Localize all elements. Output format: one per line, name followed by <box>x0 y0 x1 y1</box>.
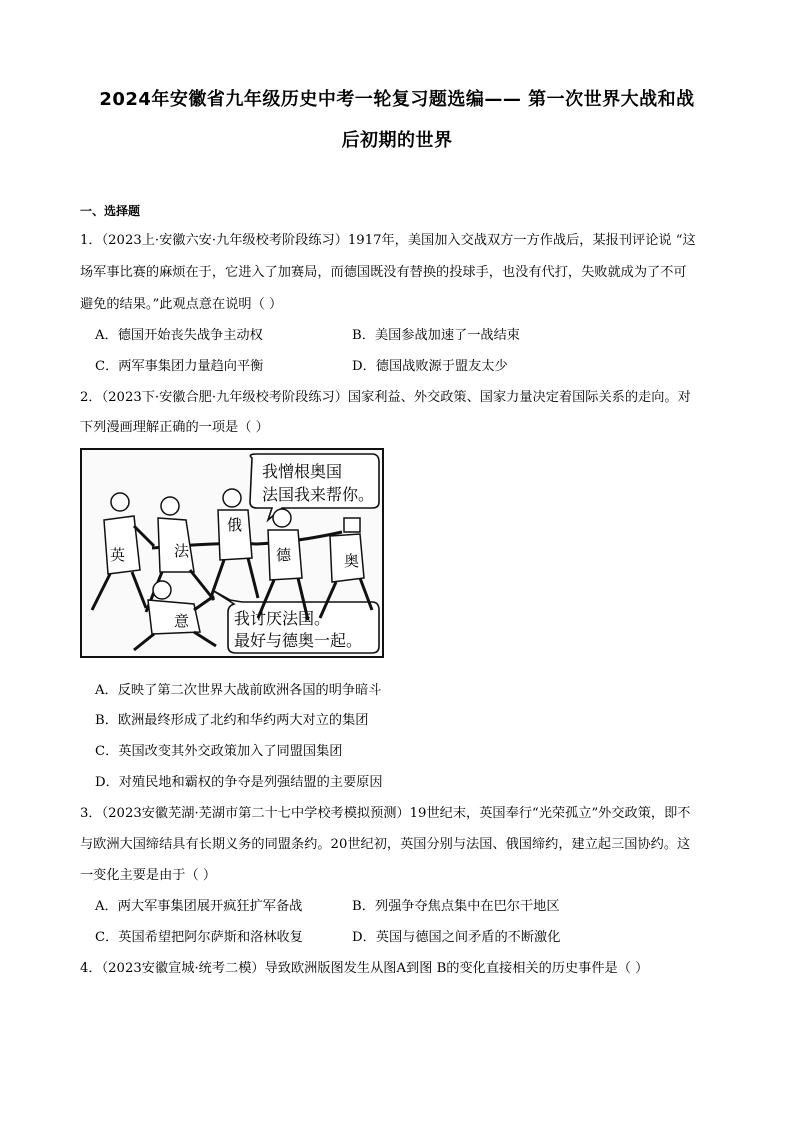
political-cartoon <box>80 448 384 658</box>
label-britain: 英 <box>110 546 126 564</box>
q2-option-b[interactable]: B．欧洲最终形成了北约和华约两大对立的集团 <box>95 713 369 728</box>
label-russia: 俄 <box>227 516 243 534</box>
label-austria: 奥 <box>344 552 360 570</box>
document-title-line-1: 2024年安徽省九年级历史中考一轮复习题选编—— 第一次世界大战和战 <box>99 89 695 110</box>
q2-option-c[interactable]: C．英国改变其外交政策加入了同盟国集团 <box>95 744 343 759</box>
bubble-top-text-2: 法国我来帮你。 <box>262 485 375 504</box>
q1-option-a[interactable]: A．德国开始丧失战争主动权 <box>95 328 263 343</box>
q2-option-d[interactable]: D．对殖民地和霸权的争夺是列强结盟的主要原因 <box>95 775 383 790</box>
bubble-bottom-text-2: 最好与德奥一起。 <box>234 631 363 650</box>
q3-option-d[interactable]: D．英国与德国之间矛盾的不断激化 <box>352 930 561 945</box>
q1-text-line-3: 避免的结果。”此观点意在说明（ ） <box>80 297 283 312</box>
bubble-top-text-1: 我憎根奥国 <box>262 462 343 481</box>
q4-text-line-1: 4．（2023安徽宣城·统考二模）导致欧洲版图发生从图A到图 B的变化直接相关的历史事件是（ ） <box>80 961 649 976</box>
q2-text-line-1: 2．（2023下·安徽合肥·九年级校考阶段练习）国家利益、外交政策、国家力量决定着国际关系的走向。对 <box>80 390 691 405</box>
q3-option-a[interactable]: A．两大军事集团展开疯狂扩军备战 <box>95 899 303 914</box>
q1-option-d[interactable]: D．德国战败源于盟友太少 <box>352 359 508 374</box>
q3-text-line-1: 3．（2023安徽芜湖·芜湖市第二十七中学校考模拟预测）19世纪末，英国奉行“光荣孤立”外交政策，即不 <box>80 806 691 821</box>
label-france: 法 <box>174 542 190 560</box>
label-italy: 意 <box>174 612 190 630</box>
q3-text-line-2: 与欧洲大国缔结具有长期义务的同盟条约。20世纪初，英国分别与法国、俄国缔约，建立起三国协约。这 <box>80 837 691 852</box>
q2-text-line-2: 下列漫画理解正确的一项是（ ） <box>80 420 269 435</box>
q3-option-b[interactable]: B．列强争夺焦点集中在巴尔干地区 <box>352 899 560 914</box>
bubble-bottom-text-1: 我讨厌法国。 <box>234 609 331 628</box>
q1-option-c[interactable]: C．两军事集团力量趋向平衡 <box>95 359 264 374</box>
q2-option-a[interactable]: A．反映了第二次世界大战前欧洲各国的明争暗斗 <box>95 683 382 698</box>
document-title-line-2: 后初期的世界 <box>341 130 453 151</box>
q1-text-line-2: 场军事比赛的麻烦在于，它进入了加赛局，而德国既没有替换的投球手，也没有代打，失败就成为了不可 <box>80 265 687 280</box>
q3-text-line-3: 一变化主要是由于（ ） <box>80 868 217 883</box>
label-germany: 德 <box>276 546 292 564</box>
section-heading: 一、选择题 <box>80 204 141 218</box>
q3-option-c[interactable]: C．英国希望把阿尔萨斯和洛林收复 <box>95 930 303 945</box>
q1-option-b[interactable]: B．美国参战加速了一战结束 <box>352 328 520 343</box>
q1-text-line-1: 1．（2023上·安徽六安·九年级校考阶段练习）1917年，美国加入交战双方一方作战后，某报刊评论说 “这 <box>80 233 696 248</box>
